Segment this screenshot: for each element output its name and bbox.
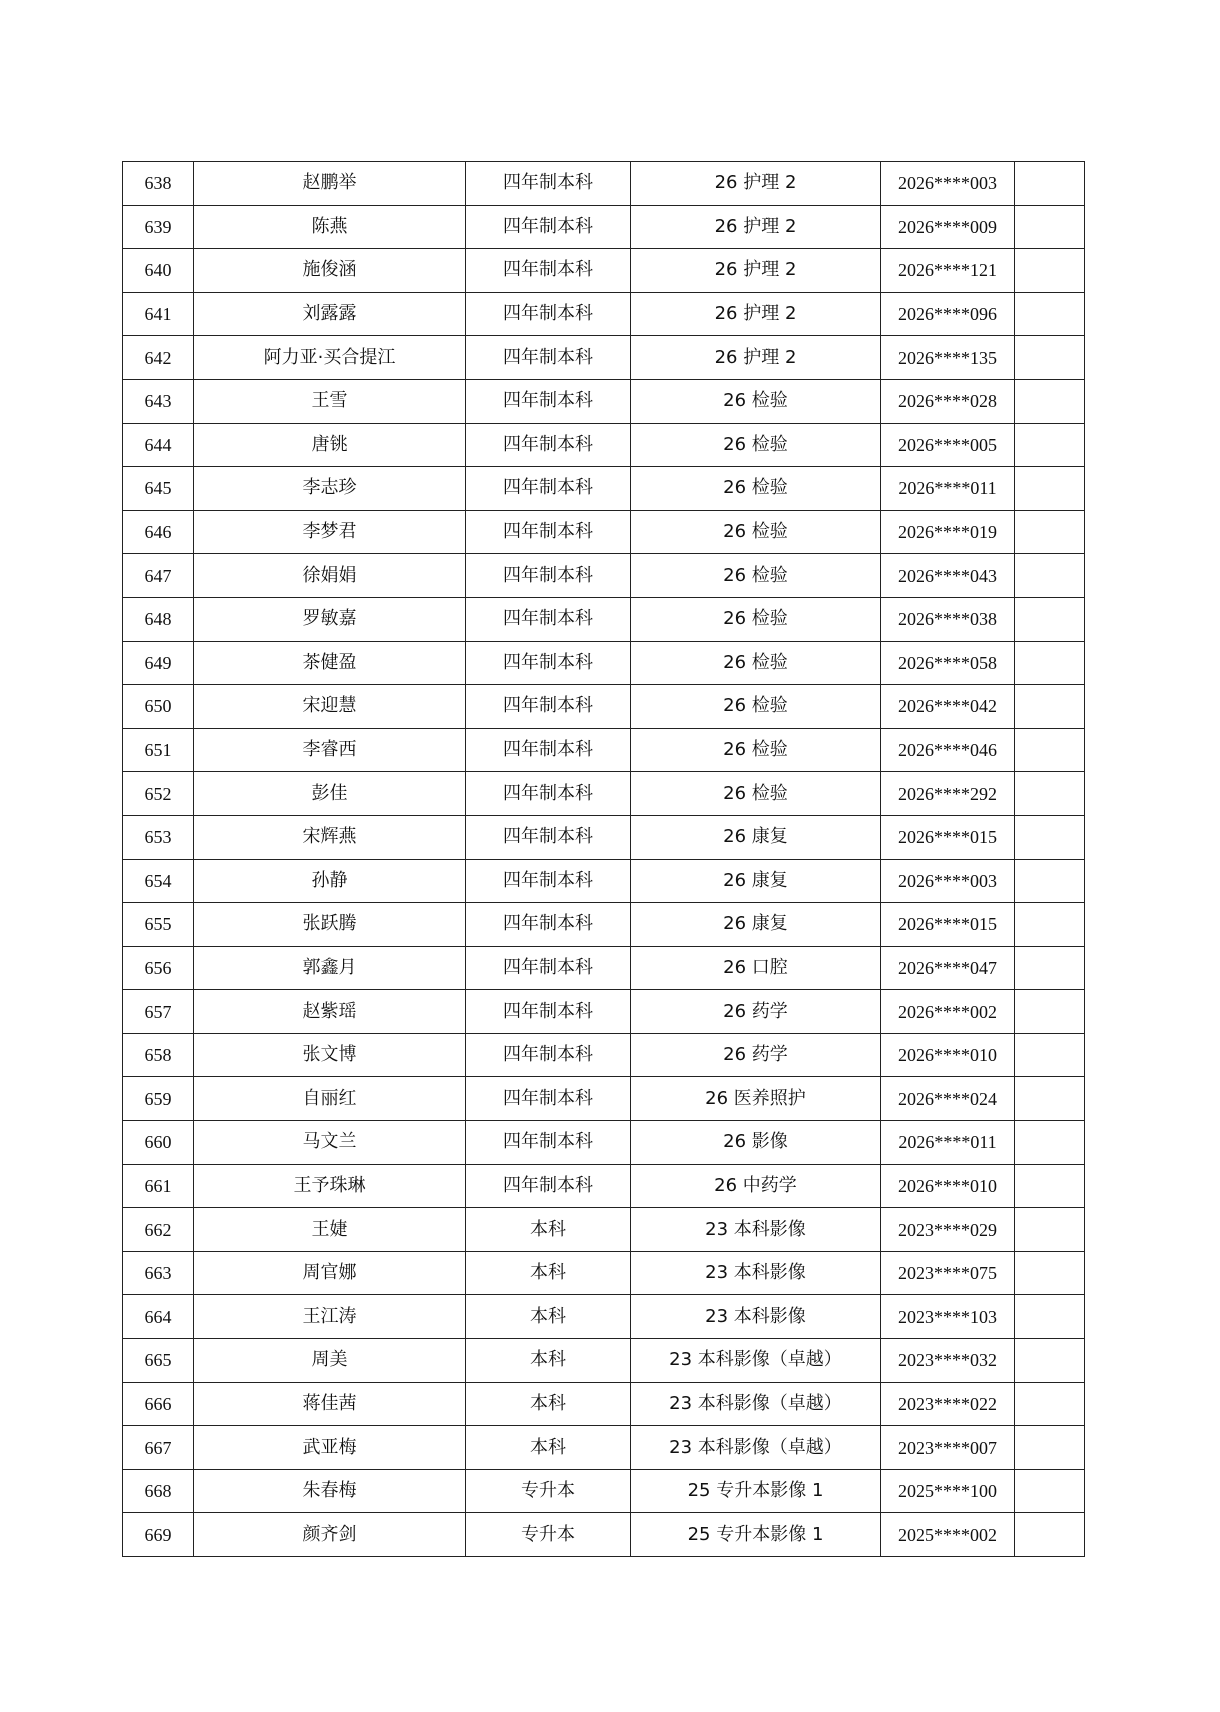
student-name-cell: 武亚梅 bbox=[194, 1426, 466, 1470]
education-level-cell: 四年制本科 bbox=[466, 946, 631, 990]
remarks-cell bbox=[1015, 1033, 1085, 1077]
education-level-cell: 四年制本科 bbox=[466, 903, 631, 947]
student-name-cell: 孙静 bbox=[194, 859, 466, 903]
table-row bbox=[123, 685, 1085, 729]
class-name-cell: 26 影像 bbox=[631, 1121, 881, 1165]
row-number-cell: 666 bbox=[123, 1382, 194, 1426]
table-row bbox=[123, 946, 1085, 990]
table-row bbox=[123, 772, 1085, 816]
student-name-cell: 颜齐剑 bbox=[194, 1513, 466, 1557]
row-number-cell: 650 bbox=[123, 685, 194, 729]
student-name-cell: 赵鹏举 bbox=[194, 162, 466, 206]
student-id-cell: 2026****047 bbox=[881, 946, 1015, 990]
student-name-cell: 蒋佳茜 bbox=[194, 1382, 466, 1426]
education-level-cell: 本科 bbox=[466, 1251, 631, 1295]
class-name-cell: 23 本科影像 bbox=[631, 1295, 881, 1339]
education-level-cell: 四年制本科 bbox=[466, 597, 631, 641]
remarks-cell bbox=[1015, 1077, 1085, 1121]
education-level-cell: 专升本 bbox=[466, 1469, 631, 1513]
education-level-cell: 四年制本科 bbox=[466, 1164, 631, 1208]
class-name-cell: 26 康复 bbox=[631, 903, 881, 947]
class-name-cell: 23 本科影像（卓越） bbox=[631, 1382, 881, 1426]
student-id-cell: 2026****003 bbox=[881, 162, 1015, 206]
student-id-cell: 2026****096 bbox=[881, 292, 1015, 336]
class-name-cell: 26 检验 bbox=[631, 379, 881, 423]
class-name-cell: 26 康复 bbox=[631, 859, 881, 903]
education-level-cell: 四年制本科 bbox=[466, 205, 631, 249]
table-row bbox=[123, 205, 1085, 249]
row-number-cell: 655 bbox=[123, 903, 194, 947]
remarks-cell bbox=[1015, 1251, 1085, 1295]
remarks-cell bbox=[1015, 728, 1085, 772]
class-name-cell: 26 护理 2 bbox=[631, 292, 881, 336]
education-level-cell: 四年制本科 bbox=[466, 815, 631, 859]
remarks-cell bbox=[1015, 1121, 1085, 1165]
class-name-cell: 26 检验 bbox=[631, 728, 881, 772]
table-row bbox=[123, 728, 1085, 772]
table-row bbox=[123, 1426, 1085, 1470]
table-row bbox=[123, 249, 1085, 293]
row-number-cell: 661 bbox=[123, 1164, 194, 1208]
class-name-cell: 26 检验 bbox=[631, 423, 881, 467]
row-number-cell: 648 bbox=[123, 597, 194, 641]
row-number-cell: 642 bbox=[123, 336, 194, 380]
student-name-cell: 李志珍 bbox=[194, 467, 466, 511]
student-name-cell: 自丽红 bbox=[194, 1077, 466, 1121]
student-name-cell: 施俊涵 bbox=[194, 249, 466, 293]
class-name-cell: 25 专升本影像 1 bbox=[631, 1513, 881, 1557]
remarks-cell bbox=[1015, 772, 1085, 816]
table-row bbox=[123, 554, 1085, 598]
student-name-cell: 刘露露 bbox=[194, 292, 466, 336]
class-name-cell: 25 专升本影像 1 bbox=[631, 1469, 881, 1513]
class-name-cell: 26 检验 bbox=[631, 641, 881, 685]
table-row bbox=[123, 1208, 1085, 1252]
student-name-cell: 罗敏嘉 bbox=[194, 597, 466, 641]
student-id-cell: 2026****003 bbox=[881, 859, 1015, 903]
remarks-cell bbox=[1015, 249, 1085, 293]
education-level-cell: 四年制本科 bbox=[466, 1121, 631, 1165]
remarks-cell bbox=[1015, 1295, 1085, 1339]
student-id-cell: 2026****024 bbox=[881, 1077, 1015, 1121]
table-row bbox=[123, 903, 1085, 947]
student-name-cell: 王予珠琳 bbox=[194, 1164, 466, 1208]
education-level-cell: 四年制本科 bbox=[466, 641, 631, 685]
table-row bbox=[123, 379, 1085, 423]
student-id-cell: 2026****010 bbox=[881, 1164, 1015, 1208]
student-name-cell: 阿力亚·买合提江 bbox=[194, 336, 466, 380]
table-row bbox=[123, 1382, 1085, 1426]
student-id-cell: 2026****028 bbox=[881, 379, 1015, 423]
education-level-cell: 本科 bbox=[466, 1208, 631, 1252]
remarks-cell bbox=[1015, 423, 1085, 467]
class-name-cell: 23 本科影像（卓越） bbox=[631, 1426, 881, 1470]
row-number-cell: 660 bbox=[123, 1121, 194, 1165]
class-name-cell: 26 检验 bbox=[631, 554, 881, 598]
table-row bbox=[123, 292, 1085, 336]
student-name-cell: 李梦君 bbox=[194, 510, 466, 554]
student-id-cell: 2026****135 bbox=[881, 336, 1015, 380]
education-level-cell: 本科 bbox=[466, 1426, 631, 1470]
class-name-cell: 23 本科影像 bbox=[631, 1251, 881, 1295]
remarks-cell bbox=[1015, 379, 1085, 423]
row-number-cell: 663 bbox=[123, 1251, 194, 1295]
education-level-cell: 四年制本科 bbox=[466, 467, 631, 511]
education-level-cell: 四年制本科 bbox=[466, 292, 631, 336]
remarks-cell bbox=[1015, 467, 1085, 511]
class-name-cell: 26 检验 bbox=[631, 685, 881, 729]
education-level-cell: 四年制本科 bbox=[466, 510, 631, 554]
table-row bbox=[123, 1295, 1085, 1339]
remarks-cell bbox=[1015, 554, 1085, 598]
education-level-cell: 四年制本科 bbox=[466, 1077, 631, 1121]
row-number-cell: 641 bbox=[123, 292, 194, 336]
student-name-cell: 徐娟娟 bbox=[194, 554, 466, 598]
student-id-cell: 2026****011 bbox=[881, 467, 1015, 511]
student-name-cell: 王婕 bbox=[194, 1208, 466, 1252]
student-name-cell: 赵紫瑶 bbox=[194, 990, 466, 1034]
remarks-cell bbox=[1015, 859, 1085, 903]
row-number-cell: 649 bbox=[123, 641, 194, 685]
row-number-cell: 653 bbox=[123, 815, 194, 859]
education-level-cell: 四年制本科 bbox=[466, 249, 631, 293]
remarks-cell bbox=[1015, 292, 1085, 336]
student-roster-table bbox=[122, 161, 1085, 1557]
education-level-cell: 四年制本科 bbox=[466, 685, 631, 729]
class-name-cell: 26 护理 2 bbox=[631, 162, 881, 206]
table-row bbox=[123, 1339, 1085, 1383]
table-row bbox=[123, 859, 1085, 903]
student-id-cell: 2026****019 bbox=[881, 510, 1015, 554]
class-name-cell: 26 检验 bbox=[631, 467, 881, 511]
education-level-cell: 本科 bbox=[466, 1382, 631, 1426]
student-name-cell: 陈燕 bbox=[194, 205, 466, 249]
class-name-cell: 26 检验 bbox=[631, 772, 881, 816]
row-number-cell: 645 bbox=[123, 467, 194, 511]
row-number-cell: 669 bbox=[123, 1513, 194, 1557]
remarks-cell bbox=[1015, 815, 1085, 859]
row-number-cell: 662 bbox=[123, 1208, 194, 1252]
education-level-cell: 四年制本科 bbox=[466, 1033, 631, 1077]
row-number-cell: 659 bbox=[123, 1077, 194, 1121]
remarks-cell bbox=[1015, 641, 1085, 685]
student-id-cell: 2026****042 bbox=[881, 685, 1015, 729]
class-name-cell: 26 口腔 bbox=[631, 946, 881, 990]
remarks-cell bbox=[1015, 946, 1085, 990]
remarks-cell bbox=[1015, 336, 1085, 380]
remarks-cell bbox=[1015, 205, 1085, 249]
remarks-cell bbox=[1015, 685, 1085, 729]
student-id-cell: 2023****075 bbox=[881, 1251, 1015, 1295]
student-name-cell: 马文兰 bbox=[194, 1121, 466, 1165]
table-row bbox=[123, 1121, 1085, 1165]
education-level-cell: 专升本 bbox=[466, 1513, 631, 1557]
student-id-cell: 2026****058 bbox=[881, 641, 1015, 685]
student-id-cell: 2026****015 bbox=[881, 815, 1015, 859]
student-name-cell: 周官娜 bbox=[194, 1251, 466, 1295]
student-id-cell: 2026****002 bbox=[881, 990, 1015, 1034]
table-row bbox=[123, 510, 1085, 554]
table-row bbox=[123, 641, 1085, 685]
student-name-cell: 朱春梅 bbox=[194, 1469, 466, 1513]
remarks-cell bbox=[1015, 1469, 1085, 1513]
table-row bbox=[123, 423, 1085, 467]
table-row bbox=[123, 1164, 1085, 1208]
education-level-cell: 四年制本科 bbox=[466, 990, 631, 1034]
class-name-cell: 26 检验 bbox=[631, 510, 881, 554]
table-row bbox=[123, 990, 1085, 1034]
class-name-cell: 23 本科影像 bbox=[631, 1208, 881, 1252]
class-name-cell: 26 药学 bbox=[631, 990, 881, 1034]
student-id-cell: 2026****038 bbox=[881, 597, 1015, 641]
student-id-cell: 2026****010 bbox=[881, 1033, 1015, 1077]
row-number-cell: 638 bbox=[123, 162, 194, 206]
student-id-cell: 2023****022 bbox=[881, 1382, 1015, 1426]
remarks-cell bbox=[1015, 1164, 1085, 1208]
row-number-cell: 646 bbox=[123, 510, 194, 554]
class-name-cell: 26 药学 bbox=[631, 1033, 881, 1077]
row-number-cell: 640 bbox=[123, 249, 194, 293]
table-row bbox=[123, 467, 1085, 511]
student-id-cell: 2023****029 bbox=[881, 1208, 1015, 1252]
student-id-cell: 2023****103 bbox=[881, 1295, 1015, 1339]
table-row bbox=[123, 1513, 1085, 1557]
student-name-cell: 郭鑫月 bbox=[194, 946, 466, 990]
row-number-cell: 654 bbox=[123, 859, 194, 903]
student-name-cell: 唐铫 bbox=[194, 423, 466, 467]
row-number-cell: 668 bbox=[123, 1469, 194, 1513]
table-row bbox=[123, 597, 1085, 641]
class-name-cell: 26 检验 bbox=[631, 597, 881, 641]
table-row bbox=[123, 1251, 1085, 1295]
remarks-cell bbox=[1015, 1339, 1085, 1383]
student-name-cell: 王江涛 bbox=[194, 1295, 466, 1339]
education-level-cell: 本科 bbox=[466, 1339, 631, 1383]
class-name-cell: 26 护理 2 bbox=[631, 249, 881, 293]
row-number-cell: 667 bbox=[123, 1426, 194, 1470]
student-name-cell: 张跃腾 bbox=[194, 903, 466, 947]
student-id-cell: 2023****032 bbox=[881, 1339, 1015, 1383]
education-level-cell: 四年制本科 bbox=[466, 728, 631, 772]
table-row bbox=[123, 336, 1085, 380]
student-name-cell: 周美 bbox=[194, 1339, 466, 1383]
education-level-cell: 四年制本科 bbox=[466, 554, 631, 598]
row-number-cell: 664 bbox=[123, 1295, 194, 1339]
row-number-cell: 652 bbox=[123, 772, 194, 816]
class-name-cell: 26 中药学 bbox=[631, 1164, 881, 1208]
row-number-cell: 665 bbox=[123, 1339, 194, 1383]
table-row bbox=[123, 1469, 1085, 1513]
row-number-cell: 651 bbox=[123, 728, 194, 772]
remarks-cell bbox=[1015, 162, 1085, 206]
education-level-cell: 四年制本科 bbox=[466, 336, 631, 380]
student-id-cell: 2025****002 bbox=[881, 1513, 1015, 1557]
student-id-cell: 2025****100 bbox=[881, 1469, 1015, 1513]
class-name-cell: 26 护理 2 bbox=[631, 336, 881, 380]
remarks-cell bbox=[1015, 597, 1085, 641]
remarks-cell bbox=[1015, 1382, 1085, 1426]
student-name-cell: 宋辉燕 bbox=[194, 815, 466, 859]
table-row bbox=[123, 1077, 1085, 1121]
table-row bbox=[123, 162, 1085, 206]
row-number-cell: 658 bbox=[123, 1033, 194, 1077]
student-name-cell: 宋迎慧 bbox=[194, 685, 466, 729]
education-level-cell: 四年制本科 bbox=[466, 859, 631, 903]
education-level-cell: 四年制本科 bbox=[466, 423, 631, 467]
row-number-cell: 657 bbox=[123, 990, 194, 1034]
row-number-cell: 643 bbox=[123, 379, 194, 423]
student-id-cell: 2026****292 bbox=[881, 772, 1015, 816]
student-name-cell: 彭佳 bbox=[194, 772, 466, 816]
remarks-cell bbox=[1015, 1208, 1085, 1252]
remarks-cell bbox=[1015, 510, 1085, 554]
class-name-cell: 26 医养照护 bbox=[631, 1077, 881, 1121]
remarks-cell bbox=[1015, 1426, 1085, 1470]
row-number-cell: 656 bbox=[123, 946, 194, 990]
education-level-cell: 四年制本科 bbox=[466, 772, 631, 816]
education-level-cell: 本科 bbox=[466, 1295, 631, 1339]
remarks-cell bbox=[1015, 990, 1085, 1034]
education-level-cell: 四年制本科 bbox=[466, 379, 631, 423]
class-name-cell: 23 本科影像（卓越） bbox=[631, 1339, 881, 1383]
table-row bbox=[123, 1033, 1085, 1077]
student-id-cell: 2026****015 bbox=[881, 903, 1015, 947]
student-id-cell: 2026****043 bbox=[881, 554, 1015, 598]
student-id-cell: 2026****046 bbox=[881, 728, 1015, 772]
remarks-cell bbox=[1015, 1513, 1085, 1557]
roster-body bbox=[123, 162, 1085, 1557]
row-number-cell: 647 bbox=[123, 554, 194, 598]
student-name-cell: 李睿西 bbox=[194, 728, 466, 772]
student-name-cell: 茶健盈 bbox=[194, 641, 466, 685]
student-id-cell: 2026****011 bbox=[881, 1121, 1015, 1165]
education-level-cell: 四年制本科 bbox=[466, 162, 631, 206]
student-id-cell: 2026****005 bbox=[881, 423, 1015, 467]
student-id-cell: 2026****009 bbox=[881, 205, 1015, 249]
student-name-cell: 张文博 bbox=[194, 1033, 466, 1077]
class-name-cell: 26 护理 2 bbox=[631, 205, 881, 249]
table-row bbox=[123, 815, 1085, 859]
class-name-cell: 26 康复 bbox=[631, 815, 881, 859]
student-name-cell: 王雪 bbox=[194, 379, 466, 423]
student-id-cell: 2026****121 bbox=[881, 249, 1015, 293]
row-number-cell: 639 bbox=[123, 205, 194, 249]
student-id-cell: 2023****007 bbox=[881, 1426, 1015, 1470]
row-number-cell: 644 bbox=[123, 423, 194, 467]
remarks-cell bbox=[1015, 903, 1085, 947]
